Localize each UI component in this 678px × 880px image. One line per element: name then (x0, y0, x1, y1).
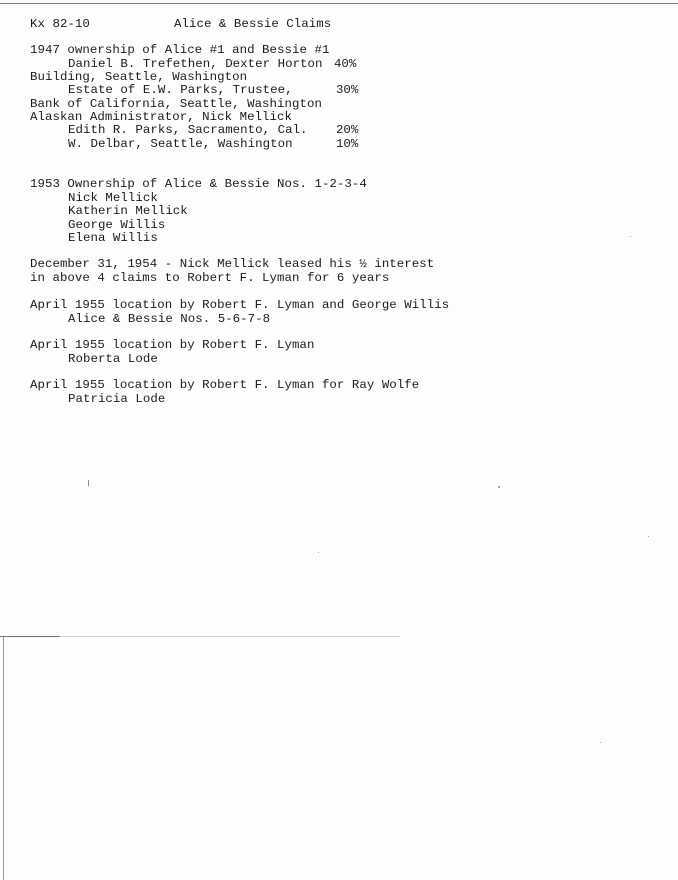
owner-1953-item: Nick Mellick (68, 191, 158, 205)
share-edith-parks: 20% (336, 123, 359, 137)
location-1955-lode: Roberta Lode (68, 352, 158, 366)
owner-1953-item: George Willis (68, 218, 166, 232)
lease-1954-line: in above 4 claims to Robert F. Lyman for 6 years (30, 271, 390, 285)
ownership-1947-heading: 1947 ownership of Alice #1 and Bessie #1 (30, 43, 330, 57)
document-title: Alice & Bessie Claims (174, 17, 332, 31)
share-parks-estate: 30% (336, 83, 359, 97)
scan-speck (498, 486, 500, 488)
page-fold-crease (0, 636, 400, 637)
page-top-edge (0, 3, 678, 4)
scan-speck (600, 742, 601, 743)
scan-speck (648, 536, 649, 537)
alaskan-administrator: Alaskan Administrator, Nick Mellick (30, 110, 292, 124)
document-reference-number: Kx 82-10 (30, 17, 90, 31)
share-trefethen: 40% (334, 57, 357, 71)
location-1955-lode: Patricia Lode (68, 392, 166, 406)
owner-delbar: W. Delbar, Seattle, Washington (68, 137, 293, 151)
owner-1953-item: Elena Willis (68, 231, 158, 245)
owner-1953-item: Katherin Mellick (68, 204, 188, 218)
owner-parks-estate-bank: Bank of California, Seattle, Washington (30, 97, 322, 111)
page-left-edge (3, 636, 4, 880)
scan-speck (630, 236, 631, 237)
owner-edith-parks: Edith R. Parks, Sacramento, Cal. (68, 123, 308, 137)
scan-speck (88, 480, 89, 486)
location-1955-heading: April 1955 location by Robert F. Lyman (30, 338, 315, 352)
lease-1954-line: December 31, 1954 - Nick Mellick leased his ½ interest (30, 257, 435, 271)
share-delbar: 10% (336, 137, 359, 151)
scan-speck (318, 552, 319, 553)
ownership-1953-heading: 1953 Ownership of Alice & Bessie Nos. 1-2-3-4 (30, 177, 367, 191)
location-1955-claims: Alice & Bessie Nos. 5-6-7-8 (68, 312, 271, 326)
owner-trefethen-address: Building, Seattle, Washington (30, 70, 248, 84)
location-1955-heading: April 1955 location by Robert F. Lyman for Ray Wolfe (30, 378, 420, 392)
location-1955-heading: April 1955 location by Robert F. Lyman and George Willis (30, 298, 450, 312)
owner-parks-estate: Estate of E.W. Parks, Trustee, (68, 83, 293, 97)
owner-trefethen: Daniel B. Trefethen, Dexter Horton (68, 57, 323, 71)
